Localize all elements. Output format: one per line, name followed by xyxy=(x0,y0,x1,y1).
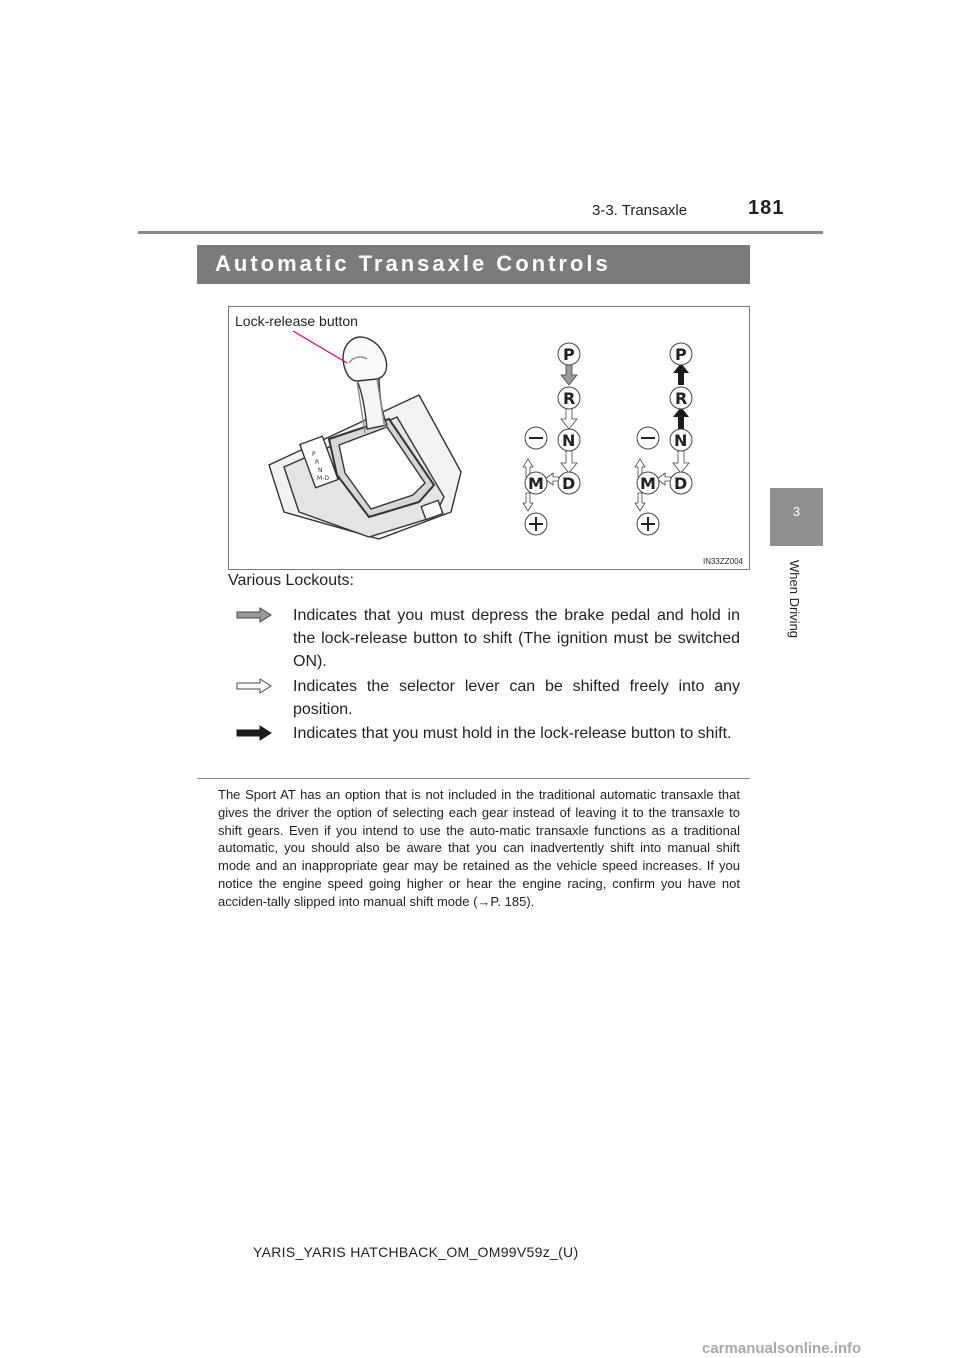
svg-text:D: D xyxy=(674,474,688,493)
chapter-number: 3 xyxy=(792,504,801,519)
header-divider xyxy=(138,231,823,234)
svg-text:N: N xyxy=(562,431,576,450)
watermark: carmanualsonline.info xyxy=(702,1340,862,1357)
svg-text:M: M xyxy=(528,474,544,493)
svg-text:N: N xyxy=(318,467,323,474)
callout-leader-line xyxy=(293,331,347,363)
section-title: Automatic Transaxle Controls xyxy=(215,251,611,276)
page-number: 181 xyxy=(748,197,785,219)
shift-lever-icon xyxy=(269,337,461,539)
svg-text:N: N xyxy=(674,431,688,450)
gray-arrow-icon xyxy=(561,363,577,385)
chapter-label: When Driving xyxy=(787,560,802,639)
shift-diagram-black xyxy=(635,343,692,535)
svg-text:M: M xyxy=(640,474,656,493)
header-section-title: 3-3. Transaxle xyxy=(592,202,688,219)
legend-item-black xyxy=(228,722,750,770)
svg-text:R: R xyxy=(315,459,320,466)
svg-text:R: R xyxy=(563,389,576,408)
white-arrow-icon xyxy=(523,407,577,511)
shift-diagram-gray xyxy=(523,343,580,535)
section-title-bar xyxy=(197,245,750,284)
svg-text:M-D: M-D xyxy=(317,475,329,482)
note-paragraph: The Sport AT has an option that is not included in the traditional automatic transaxle that gives the driver the option of selecting each gear instead of leaving it to the transaxle to shift gears. Even if you intend to use the auto-matic transaxle functions as a traditional automatic, you should also be aware that you can inadvertently shift into manual shift mode and an inappropriate gear may be retained as the vehicle speed increases. If you notice the engine speed going higher or hear the engine racing, confirm you have not acciden-tally slipped into manual shift mode (→P. 185). xyxy=(218,787,740,909)
svg-text:R: R xyxy=(675,389,688,408)
legend-text-gray: Indicates that you must depress the brake pedal and hold in the lock-release button to shift (The ignition must be switched ON). xyxy=(293,607,740,670)
footer-doc-id: YARIS_YARIS HATCHBACK_OM_OM99V59z_(U) xyxy=(253,1244,579,1260)
white-arrow-icon xyxy=(236,678,272,694)
note-divider xyxy=(197,778,750,779)
legend-item-white xyxy=(228,675,750,723)
figure-drawing xyxy=(229,307,749,569)
svg-text:P: P xyxy=(312,451,316,458)
legend-text-black: Indicates that you must hold in the lock-release button to shift. xyxy=(293,725,732,742)
svg-text:P: P xyxy=(563,345,575,364)
gray-arrow-icon xyxy=(236,607,272,623)
chapter-side-label xyxy=(784,560,804,680)
legend-item-gray xyxy=(228,604,750,676)
lock-release-callout: Lock-release button xyxy=(235,313,358,329)
figure-id: IN33ZZ004 xyxy=(702,557,743,566)
svg-text:P: P xyxy=(675,345,687,364)
chapter-tab xyxy=(770,488,823,546)
legend-text-white: Indicates the selector lever can be shifted freely into any position. xyxy=(293,678,740,718)
shift-lever-figure xyxy=(228,306,750,570)
black-arrow-icon xyxy=(236,725,272,741)
svg-text:D: D xyxy=(562,474,576,493)
lockouts-title: Various Lockouts: xyxy=(228,572,354,589)
